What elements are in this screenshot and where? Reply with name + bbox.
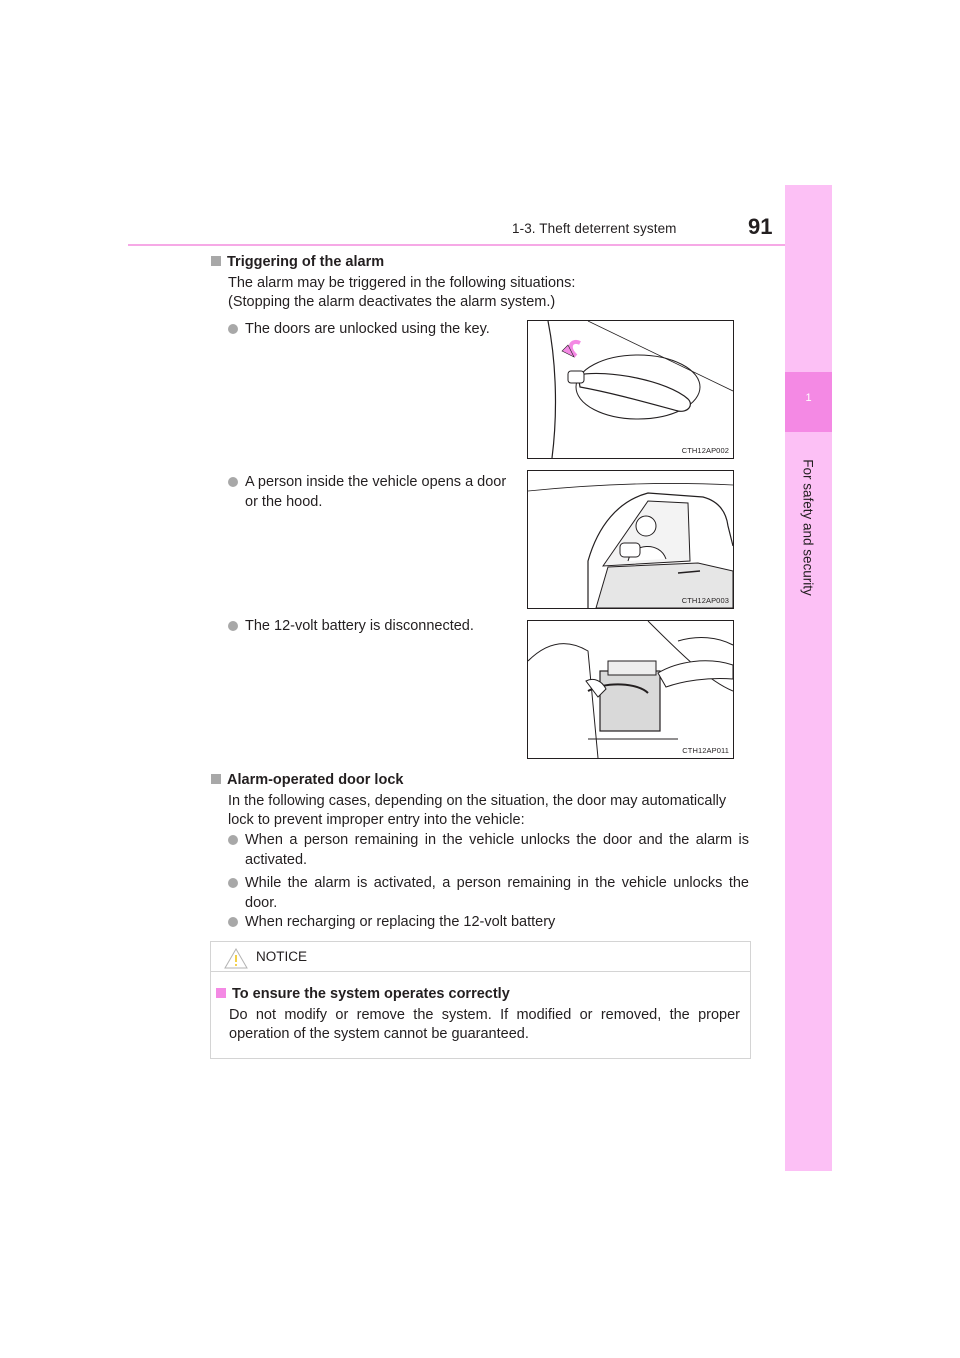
- section-square-icon: [211, 256, 221, 266]
- door-lock-item-2: While the alarm is activated, a person remaining in the vehicle unlocks the door.: [228, 874, 749, 913]
- chapter-number: 1: [805, 392, 812, 404]
- bullet-dot-icon: [228, 917, 238, 927]
- figure-door-unlock-key: [527, 320, 734, 459]
- door-lock-heading: Alarm-operated door lock: [211, 772, 403, 788]
- figure-code: CTH12AP003: [681, 596, 729, 605]
- section-title: 1-3. Theft deterrent system: [512, 221, 677, 236]
- chapter-side-tab: [785, 185, 832, 1171]
- notice-body: Do not modify or remove the system. If modified or removed, the proper operation of the system cannot be guaranteed.: [229, 1007, 740, 1042]
- warning-triangle-icon: [224, 948, 248, 969]
- section-square-icon: [211, 774, 221, 784]
- triggering-intro: The alarm may be triggered in the following situations: (Stopping the alarm deactivates the alarm system.): [228, 275, 576, 310]
- door-lock-item-1: When a person remaining in the vehicle unlocks the door and the alarm is activated.: [228, 831, 749, 870]
- notice-heading: To ensure the system operates correctly: [216, 986, 510, 1002]
- chapter-label: For safety and security: [800, 459, 816, 596]
- trigger-item-battery: The 12-volt battery is disconnected.: [228, 617, 518, 637]
- header-rule: [128, 244, 832, 246]
- battery-illustration: [528, 621, 733, 758]
- page-number: 91: [748, 214, 773, 239]
- bullet-dot-icon: [228, 835, 238, 845]
- trigger-item-inside: A person inside the vehicle opens a door or the hood.: [228, 473, 518, 512]
- figure-person-inside: [527, 470, 734, 609]
- bullet-dot-icon: [228, 324, 238, 334]
- figure-battery-disconnect: [527, 620, 734, 759]
- figure-code: CTH12AP002: [681, 446, 729, 455]
- bullet-dot-icon: [228, 477, 238, 487]
- door-handle-illustration: [528, 321, 733, 458]
- triggering-heading: Triggering of the alarm: [211, 254, 384, 270]
- vehicle-interior-illustration: [528, 471, 733, 608]
- bullet-dot-icon: [228, 878, 238, 888]
- notice-divider: [211, 971, 750, 972]
- trigger-item-key: The doors are unlocked using the key.: [228, 320, 518, 340]
- figure-code: CTH12AP011: [682, 746, 729, 755]
- section-square-icon: [216, 988, 226, 998]
- notice-title: NOTICE: [256, 949, 308, 964]
- bullet-dot-icon: [228, 621, 238, 631]
- door-lock-intro: In the following cases, depending on the situation, the door may automatically lock to prevent improper entry into the vehicle:: [228, 793, 727, 828]
- door-lock-item-3: When recharging or replacing the 12-volt battery: [228, 913, 749, 933]
